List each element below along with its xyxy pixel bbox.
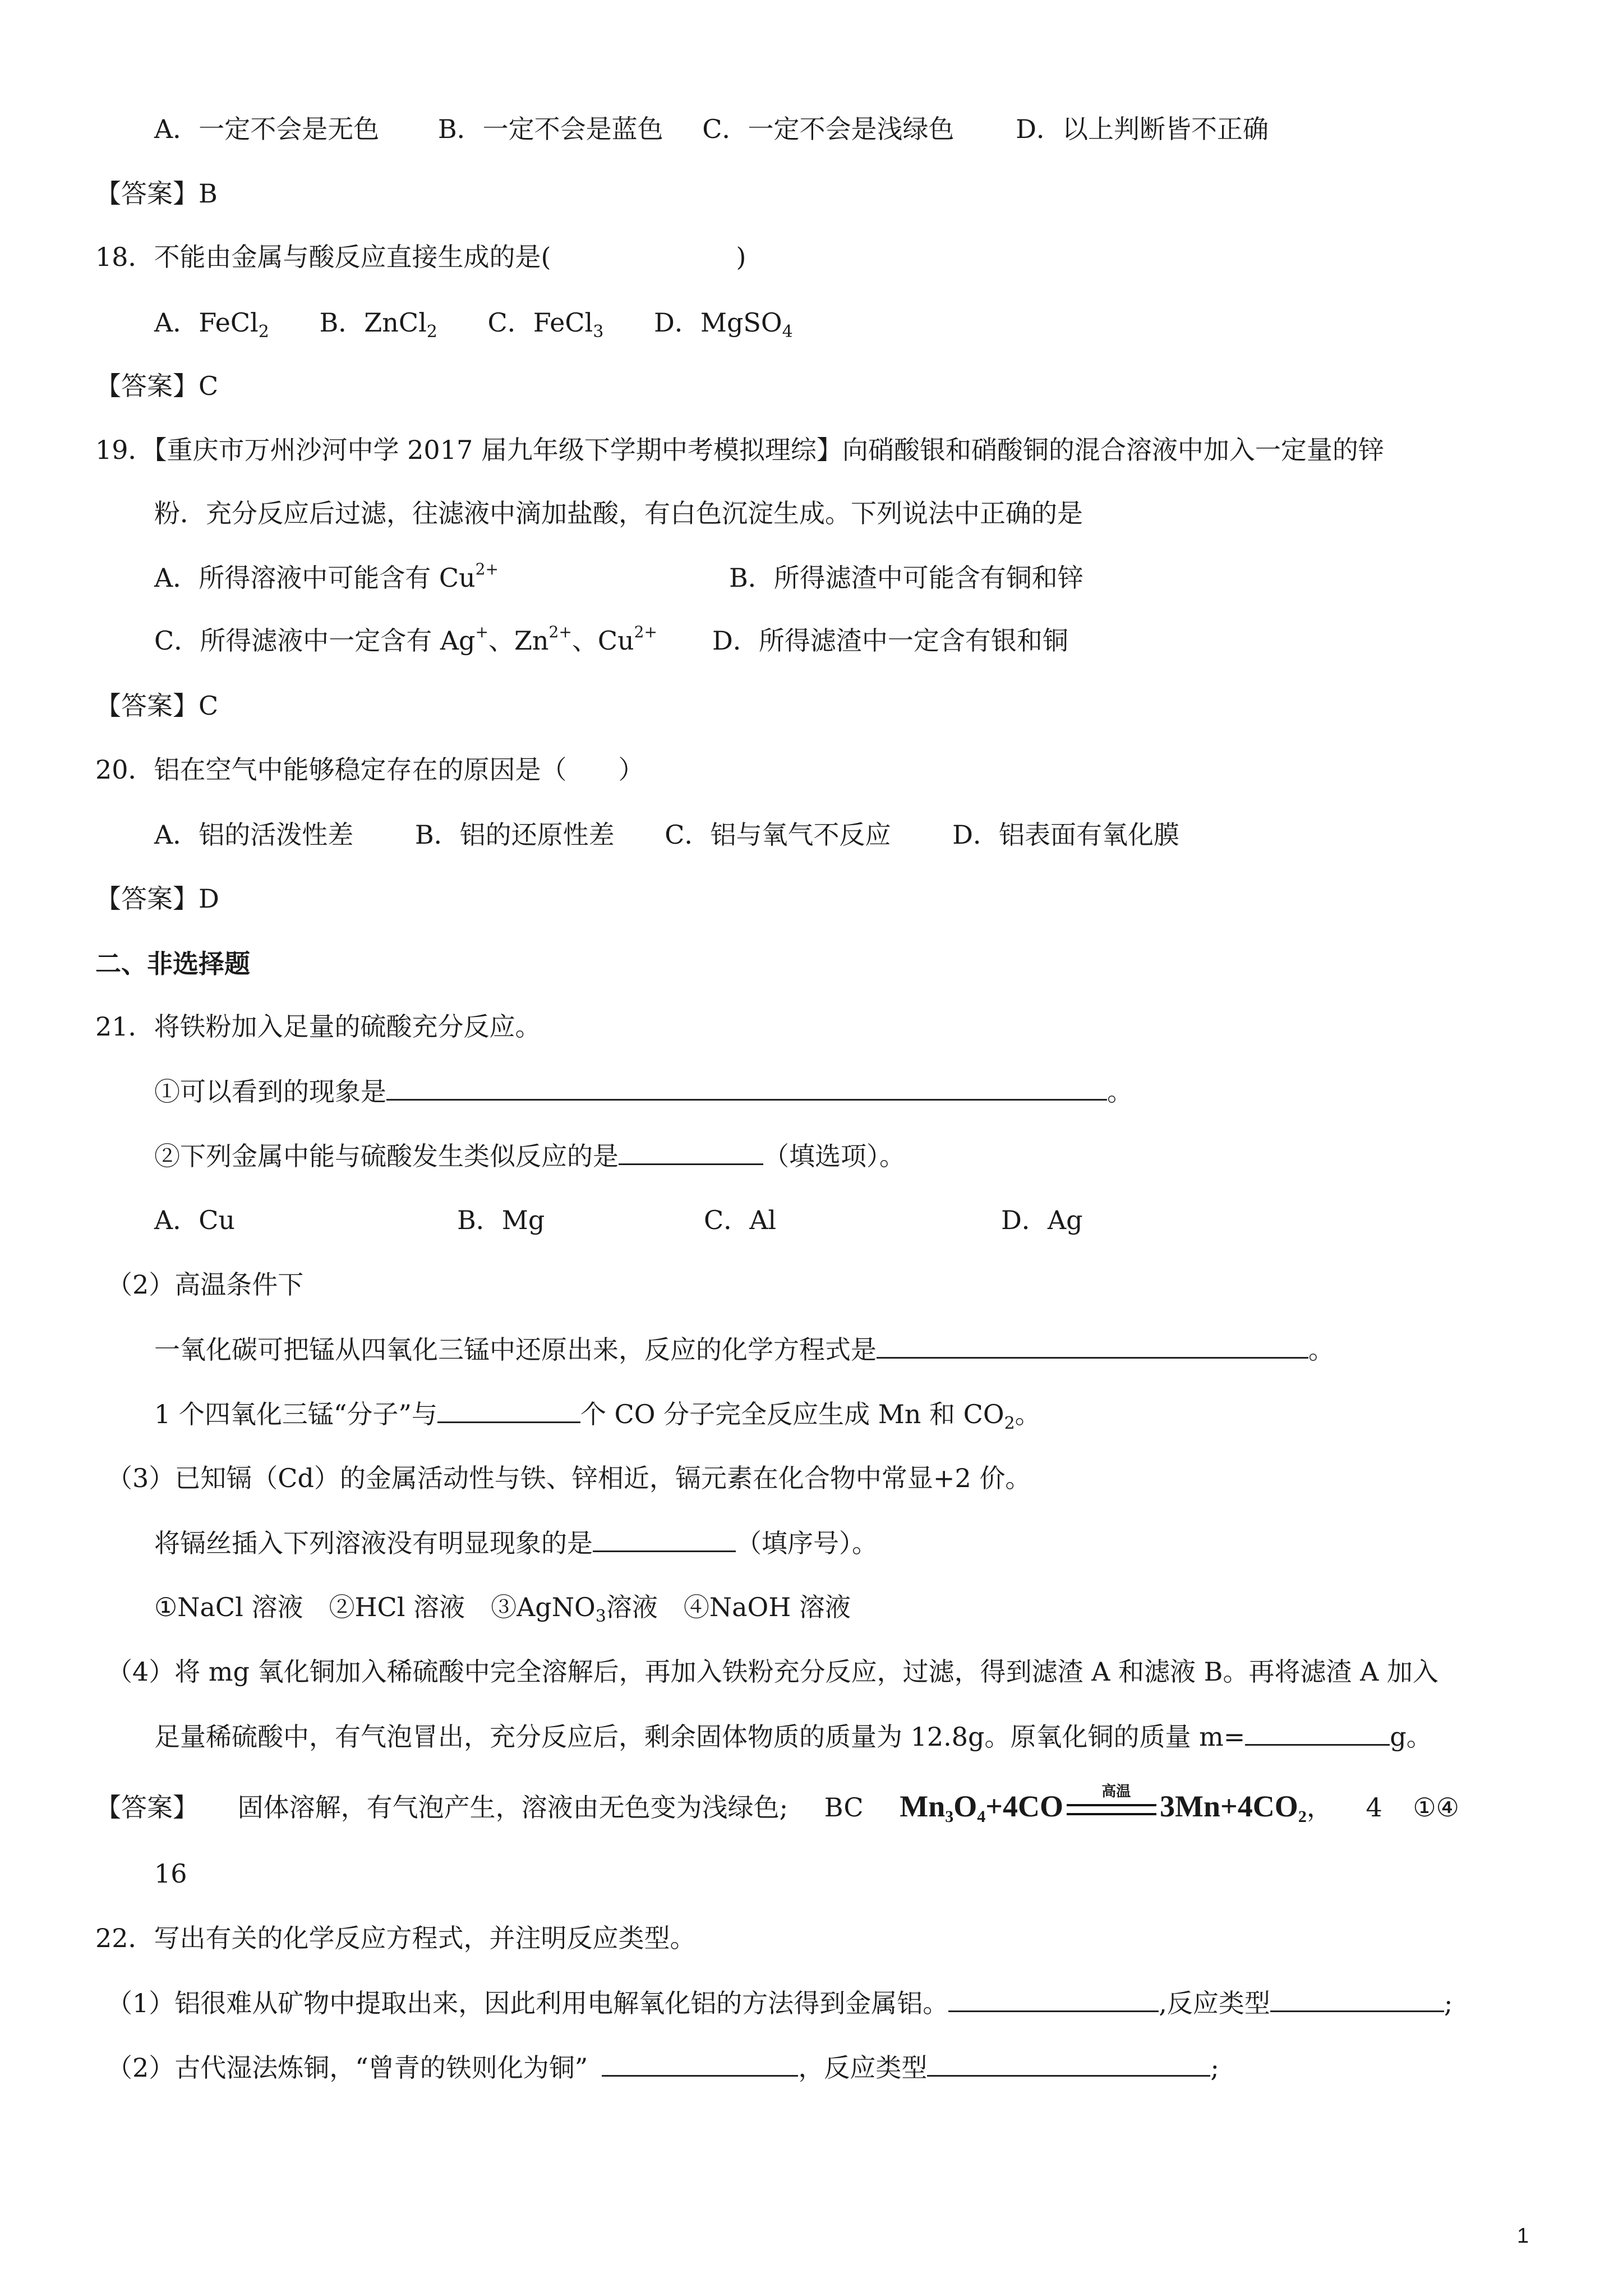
q18-stem	[95, 240, 746, 274]
q22-part-1-equation-blank[interactable]	[948, 1986, 1159, 2012]
q19-option-c: C．所得滤液中一定含有 Ag+、$Zn^{2+}$、$Cu^{2+}$	[154, 623, 657, 656]
q19-option-b: B．所得滤渣中可能含有铜和锌	[729, 563, 1083, 593]
q18-answer: 【答案】C	[95, 371, 219, 401]
q20-option-d: D．铝表面有氧化膜	[952, 820, 1180, 850]
q19-options-row-2	[154, 624, 1068, 657]
q18-option-d: D．MgSO$_4$	[653, 307, 793, 342]
q21-part-2-blank[interactable]	[619, 1139, 763, 1165]
q21-sub-3-options: ①NaCl 溶液 ②HCl 溶液 ③AgNO$_3$溶液 ④NaOH 溶液	[154, 1592, 851, 1626]
q21-sub-4-line-2: 足量稀硫酸中，有气泡冒出，充分反应后，剩余固体物质的质量为 12.8g。原氧化铜的质量 m= g。	[154, 1719, 1432, 1754]
q22-part-1-type-blank[interactable]	[1270, 1986, 1444, 2012]
q20-stem: 20．铝在空气中能够稳定存在的原因是（ ）	[95, 754, 644, 785]
q21-answer-5: 16	[154, 1858, 187, 1889]
q21-sub-4-line-1: （4）将 mg 氧化铜加入稀硫酸中完全溶解后，再加入铁粉充分反应，过滤，得到滤渣 A 和滤液 B。再将滤渣 A 加入	[107, 1657, 1438, 1687]
q17-options	[154, 112, 1269, 146]
q21-equation-blank[interactable]	[877, 1332, 1308, 1359]
q18-stem-close: )	[736, 242, 746, 272]
q19-line-1: 19．【重庆市万州沙河中学 2017 届九年级下学期中考模拟理综】向硝酸银和硝酸铜的混合溶液中加入一定量的锌	[95, 435, 1384, 465]
q21-option-a: A．Cu	[154, 1205, 236, 1235]
q21-answer-3: 4	[1366, 1792, 1382, 1823]
q20-option-b: B．铝的还原性差	[414, 820, 615, 850]
q21-sub-2: （2）高温条件下	[107, 1269, 304, 1300]
q21-part-2: ②下列金属中能与硫酸发生类似反应的是 （填选项）。	[154, 1139, 905, 1173]
q20-options	[154, 818, 1179, 852]
q18-option-a: A．FeCl$_2$	[154, 307, 269, 342]
q21-answer-1: 固体溶解，有气泡产生，溶液由无色变为浅绿色;	[237, 1792, 789, 1823]
reaction-condition: 高温	[1101, 1783, 1131, 1800]
q17-option-b: B．一定不会是蓝色	[437, 114, 663, 144]
q22-part-2-equation-blank[interactable]	[602, 2050, 798, 2077]
q22-part-1: （1）铝很难从矿物中提取出来，因此利用电解氧化铝的方法得到金属铝。 ,反应类型 ;	[107, 1986, 1453, 2020]
q20-option-c: C．铝与氧气不反应	[665, 820, 891, 850]
q21-options	[154, 1203, 1083, 1237]
q22-part-2-type-blank[interactable]	[927, 2050, 1210, 2077]
q22-part-2: （2）古代湿法炼铜，“曾青的铁则化为铜” ，反应类型 ;	[107, 2050, 1219, 2085]
q18-option-c: C．FeCl$_3$	[487, 307, 604, 342]
q21-answer: 【答案】 固体溶解，有气泡产生，溶液由无色变为浅绿色; BC $Mn_3O_4+4CO$ 高温 $3Mn+4CO_2$， 4 ①④	[95, 1789, 1459, 1824]
q19-line-2: 粉．充分反应后过滤，往滤液中滴加盐酸，有白色沉淀生成。下列说法中正确的是	[154, 498, 1083, 528]
q21-sub-3-blank[interactable]	[593, 1526, 736, 1552]
q19-option-a: A．所得溶液中可能含有 $Cu^{2+}$	[154, 560, 499, 593]
section-heading: 二、非选择题	[95, 949, 250, 979]
q18-stem-text: 18．不能由金属与酸反应直接生成的是(	[95, 242, 551, 272]
q22-stem: 22．写出有关的化学反应方程式，并注明反应类型。	[95, 1923, 696, 1953]
q19-answer: 【答案】C	[95, 691, 219, 721]
q21-answer-label: 【答案】	[95, 1792, 199, 1823]
q21-co-count-blank[interactable]	[437, 1397, 580, 1423]
q17-option-a: A．一定不会是无色	[154, 114, 380, 144]
q21-answer-equation: $Mn_3O_4+4CO$ 高温 $3Mn+4CO_2$	[900, 1789, 1307, 1823]
q17-option-c: C．一定不会是浅绿色	[702, 114, 955, 144]
q19-option-d: D．所得滤渣中一定含有银和铜	[712, 625, 1068, 656]
q21-part-1: ①可以看到的现象是 。	[154, 1074, 1133, 1108]
q21-option-c: C．Al	[704, 1205, 777, 1235]
q19-options-row-1	[154, 561, 1083, 595]
q21-option-d: D．Ag	[1001, 1205, 1083, 1235]
q21-sub-3-line-1: 将镉丝插入下列溶液没有明显现象的是 （填序号）。	[154, 1526, 878, 1560]
q17-option-d: D．以上判断皆不正确	[1016, 114, 1269, 144]
q21-sub-2-line-2: 1 个四氧化三锰“分子”与 个 CO 分子完全反应生成 Mn 和 $CO_2$。	[154, 1397, 1041, 1431]
q20-option-a: A．铝的活泼性差	[154, 820, 354, 850]
q21-answer-2: BC	[824, 1792, 864, 1823]
q18-options	[154, 306, 793, 342]
q18-option-b: B．ZnCl$_2$	[319, 307, 437, 342]
q21-stem: 21．将铁粉加入足量的硫酸充分反应。	[95, 1011, 541, 1042]
q21-part-1-blank[interactable]	[386, 1074, 1107, 1101]
q21-sub-3: （3）已知镉（Cd）的金属活动性与铁、锌相近，镉元素在化合物中常显+2 价。	[107, 1463, 1031, 1493]
q20-answer: 【答案】D	[95, 884, 219, 914]
q17-answer: 【答案】B	[95, 178, 218, 209]
q21-option-b: B．Mg	[457, 1205, 545, 1235]
q21-mass-blank[interactable]	[1245, 1719, 1390, 1746]
page-number: 1	[1517, 2224, 1529, 2248]
q21-answer-4: ①④	[1413, 1792, 1459, 1823]
q21-sub-2-line-1: 一氧化碳可把锰从四氧化三锰中还原出来，反应的化学方程式是 。	[154, 1332, 1334, 1366]
